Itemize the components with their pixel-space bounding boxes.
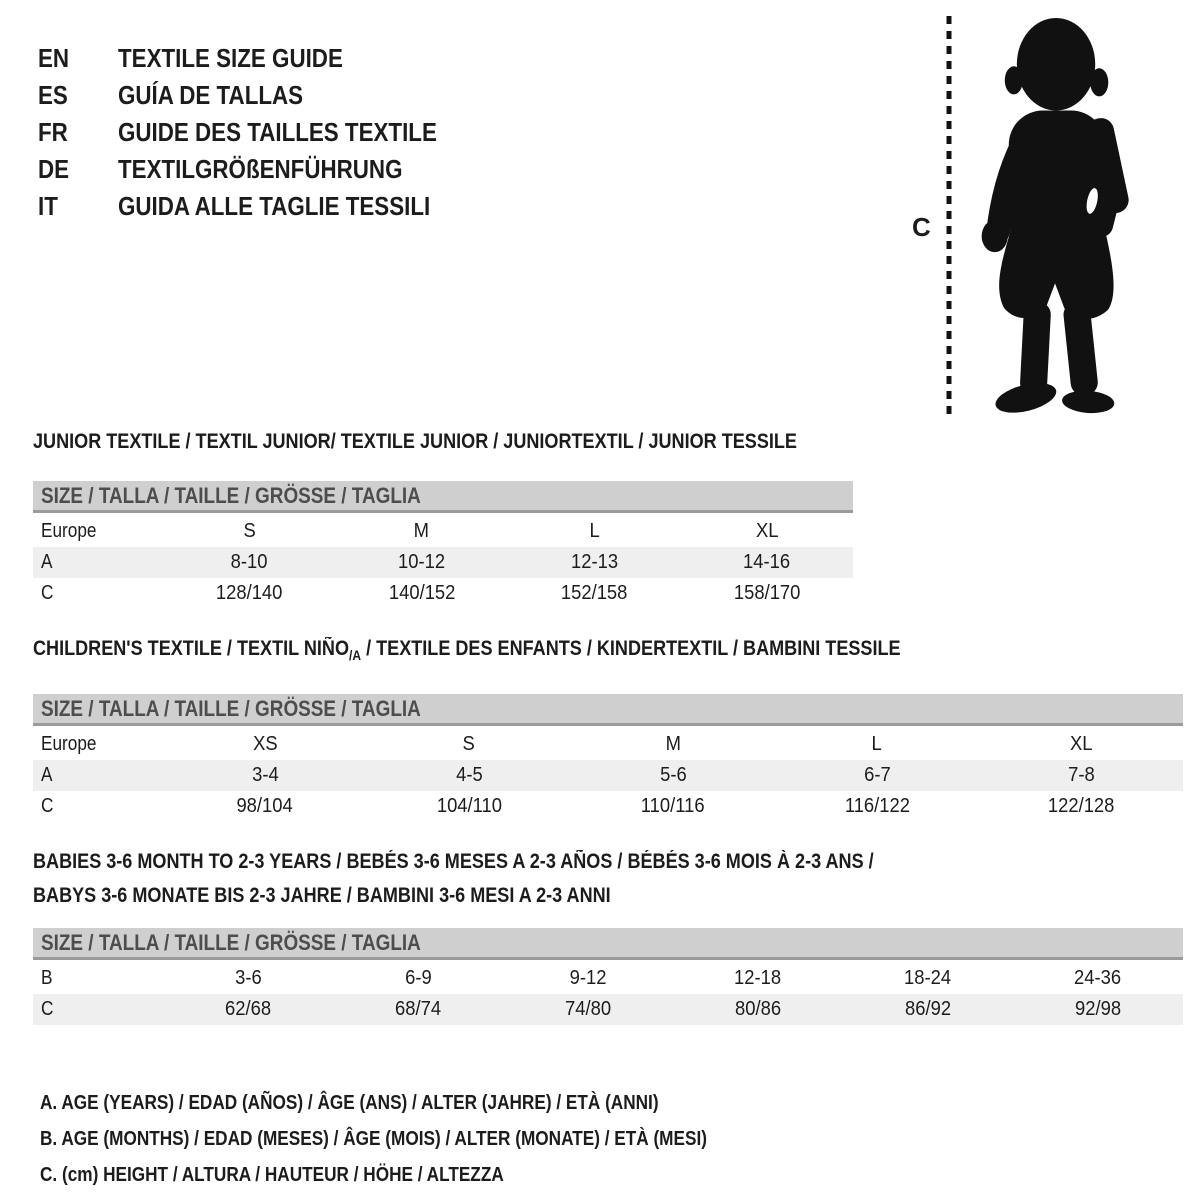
- language-row: [38, 114, 489, 151]
- size-value: 116/122: [844, 795, 910, 818]
- toddler-silhouette-icon: [962, 14, 1138, 423]
- language-guide-title: GUIDE DES TAILLES TEXTILE: [118, 117, 437, 147]
- section-children-textile: [33, 637, 1183, 822]
- size-value: 9-12: [569, 967, 607, 989]
- size-table-row: [33, 791, 1183, 822]
- size-value: 110/116: [641, 795, 705, 818]
- size-value: 3-6: [234, 967, 262, 989]
- section-title-line2: BABYS 3-6 MONATE BIS 2-3 JAHRE / BAMBINI 3-6 MESI A 2-3 ANNI: [33, 884, 611, 907]
- size-value: 3-4: [251, 764, 279, 787]
- size-value: 158/170: [733, 582, 800, 604]
- size-value: L: [871, 733, 883, 756]
- size-value: 24-36: [1074, 967, 1122, 989]
- size-value: XL: [755, 520, 779, 542]
- size-value: XL: [1069, 733, 1093, 756]
- size-value: M: [665, 733, 681, 756]
- section-title: [33, 637, 1183, 667]
- size-value: 104/110: [436, 795, 502, 818]
- size-value: XS: [252, 733, 278, 756]
- size-table-row: [33, 994, 1183, 1025]
- language-guide-title: TEXTILGRÖßENFÜHRUNG: [118, 154, 403, 184]
- size-value: S: [243, 520, 256, 542]
- row-label: A: [41, 764, 53, 787]
- size-value: 128/140: [215, 582, 283, 604]
- size-header-band: [33, 481, 853, 513]
- size-value: 74/80: [564, 998, 612, 1020]
- size-value: M: [414, 520, 430, 542]
- row-label: C: [41, 795, 54, 818]
- section-title-text: CHILDREN'S TEXTILE / TEXTIL $NIÑO_{/A}$ / TEXTILE DES ENFANTS / KINDERTEXTIL / BAMBINI TESSILE: [33, 637, 901, 664]
- size-table-row: [33, 516, 853, 547]
- language-title-list: [38, 40, 489, 225]
- size-value: 6-7: [863, 764, 891, 787]
- size-value: 5-6: [659, 764, 687, 787]
- language-row: [38, 40, 489, 77]
- size-header-band: [33, 928, 1183, 960]
- size-value: 80/86: [734, 998, 782, 1020]
- babies-size-table: [33, 963, 1183, 1025]
- nino-a-subscript: /A: [349, 647, 362, 664]
- size-value: 18-24: [904, 967, 952, 989]
- height-dashed-line-icon: [945, 14, 953, 421]
- language-guide-title: GUÍA DE TALLAS: [118, 80, 304, 110]
- size-value: 98/104: [236, 795, 294, 818]
- section-title: [33, 430, 853, 454]
- language-row: [38, 77, 489, 114]
- size-header-text: SIZE / TALLA / TAILLE / GRÖSSE / TAGLIA: [41, 696, 421, 722]
- language-code: ES: [38, 80, 68, 110]
- row-label: C: [41, 582, 54, 604]
- row-label: Europe: [41, 520, 97, 542]
- section-title-line1: BABIES 3-6 MONTH TO 2-3 YEARS / BEBÉS 3-6 MESES A 2-3 AÑOS / BÉBÉS 3-6 MOIS À 2-3 ANS /: [33, 850, 874, 873]
- size-table-row: [33, 547, 853, 578]
- legend-line: B. AGE (MONTHS) / EDAD (MESES) / ÂGE (MOIS) / ALTER (MONATE) / ETÀ (MESI): [40, 1127, 707, 1150]
- size-value: 14-16: [743, 551, 791, 573]
- language-row: [38, 151, 489, 188]
- row-label: C: [41, 998, 54, 1020]
- size-header-text: SIZE / TALLA / TAILLE / GRÖSSE / TAGLIA: [41, 930, 421, 955]
- section-babies-textile: [33, 845, 1183, 1025]
- size-value: 86/92: [904, 998, 952, 1020]
- language-guide-title: GUIDA ALLE TAGLIE TESSILI: [118, 191, 431, 221]
- size-value: 12-18: [734, 967, 782, 989]
- measure-legend: [40, 1085, 816, 1193]
- legend-line: A. AGE (YEARS) / EDAD (AÑOS) / ÂGE (ANS) / ALTER (JAHRE) / ETÀ (ANNI): [40, 1091, 659, 1114]
- size-value: 8-10: [230, 551, 268, 573]
- size-value: 140/152: [388, 582, 455, 604]
- size-table-row: [33, 760, 1183, 791]
- size-table-row: [33, 729, 1183, 760]
- language-row: [38, 188, 489, 225]
- size-value: 4-5: [455, 764, 483, 787]
- size-value: 68/74: [394, 998, 442, 1020]
- size-value: 12-13: [570, 551, 618, 573]
- row-label: A: [41, 551, 53, 573]
- size-value: 122/128: [1047, 795, 1115, 818]
- junior-size-table: [33, 516, 853, 609]
- language-code: FR: [38, 117, 68, 147]
- size-value: 62/68: [224, 998, 272, 1020]
- section-junior-textile: [33, 430, 853, 609]
- size-header-text: SIZE / TALLA / TAILLE / GRÖSSE / TAGLIA: [41, 483, 421, 508]
- row-label: B: [41, 967, 53, 989]
- size-table-row: [33, 963, 1183, 994]
- size-table-row: [33, 578, 853, 609]
- language-code: EN: [38, 43, 70, 73]
- language-code: DE: [38, 154, 70, 184]
- section-title: [33, 845, 1183, 913]
- size-header-band: [33, 694, 1183, 726]
- size-value: 6-9: [404, 967, 432, 989]
- height-measure-label: C: [912, 212, 931, 242]
- size-value: 7-8: [1067, 764, 1095, 787]
- size-value: 92/98: [1074, 998, 1122, 1020]
- size-value: L: [589, 520, 600, 542]
- size-value: S: [462, 733, 476, 756]
- row-label: Europe: [41, 733, 97, 756]
- language-guide-title: TEXTILE SIZE GUIDE: [118, 43, 343, 73]
- size-value: 10-12: [398, 551, 446, 573]
- children-size-table: [33, 729, 1183, 822]
- size-value: 152/158: [560, 582, 628, 604]
- section-title-text: JUNIOR TEXTILE / TEXTIL JUNIOR/ TEXTILE JUNIOR / JUNIORTEXTIL / JUNIOR TESSILE: [33, 430, 797, 453]
- legend-line: C. (cm) HEIGHT / ALTURA / HAUTEUR / HÖHE / ALTEZZA: [40, 1163, 504, 1186]
- language-code: IT: [38, 191, 58, 221]
